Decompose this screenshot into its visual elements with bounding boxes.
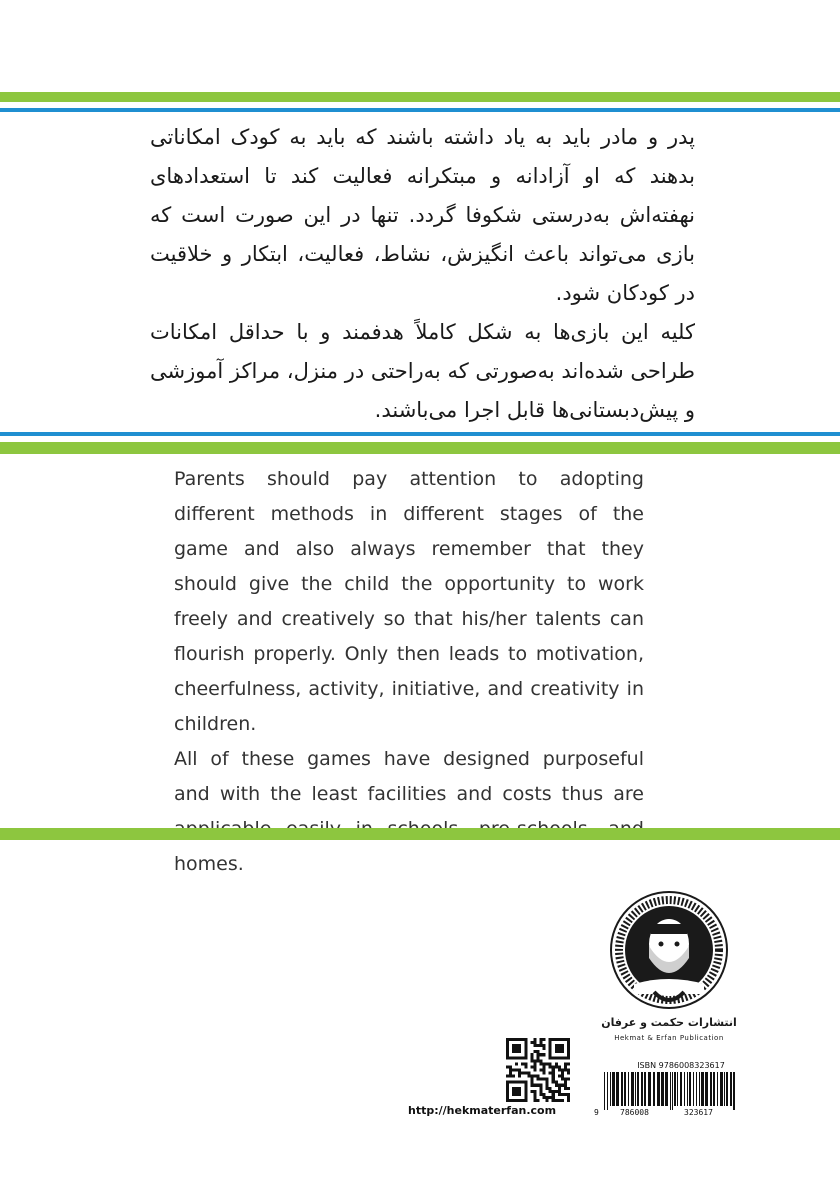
portrait-seal-icon	[594, 888, 744, 1016]
qr-code-icon	[506, 1038, 570, 1102]
barcode-digits-left: 786008	[620, 1108, 649, 1117]
middle-green-band	[0, 442, 840, 454]
isbn-barcode	[602, 1072, 738, 1110]
persian-paragraph-1: پدر و مادر باید به یاد داشته باشند که باید به کودک امکاناتی بدهند که او آزادانه و مبتکرانه فعالیت کند تا استعدادهای نهفته‌اش به‌درستی شکوفا گردد. تنها در این صورت است که بازی می‌تواند باعث انگیزش، نشاط، فعالیت، ابتکار و خلاقیت در کودکان شود.	[150, 125, 695, 305]
isbn-label: ISBN 9786008323617	[637, 1061, 725, 1070]
bottom-green-band	[0, 828, 840, 840]
publisher-name-fa: انتشارات حکمت و عرفان	[601, 1016, 737, 1029]
barcode-digits-right: 323617	[684, 1108, 713, 1117]
persian-text-block	[150, 118, 695, 430]
persian-paragraph-2: کلیه این بازی‌ها به شکل کاملاً هدفمند و با حداقل امکانات طراحی شده‌اند به‌صورتی که به‌راحتی در منزل، مراکز آموزشی و پیش‌دبستانی‌ها قابل اجرا می‌باشند.	[150, 320, 695, 422]
top-green-band	[0, 92, 840, 102]
english-paragraph-1: Parents should pay attention to adopting different methods in different stages of the game and also always remember that they should give the child the opportunity to work freely and creatively so that his/her talents can flourish properly. Only then leads to motivation, cheerfulness, activity, initiative, and creativity in children.	[174, 468, 644, 735]
barcode-digit-lead: 9	[594, 1108, 599, 1117]
top-blue-line	[0, 108, 840, 112]
english-text-block	[174, 462, 644, 882]
publisher-name-en: Hekmat & Erfan Publication	[614, 1034, 724, 1042]
english-paragraph-2: All of these games have designed purposeful and with the least facilities and costs thus are homes.	[174, 748, 644, 875]
website-url[interactable]: http://hekmaterfan.com	[408, 1104, 557, 1117]
publisher-logo	[594, 888, 744, 1048]
middle-blue-line	[0, 432, 840, 436]
